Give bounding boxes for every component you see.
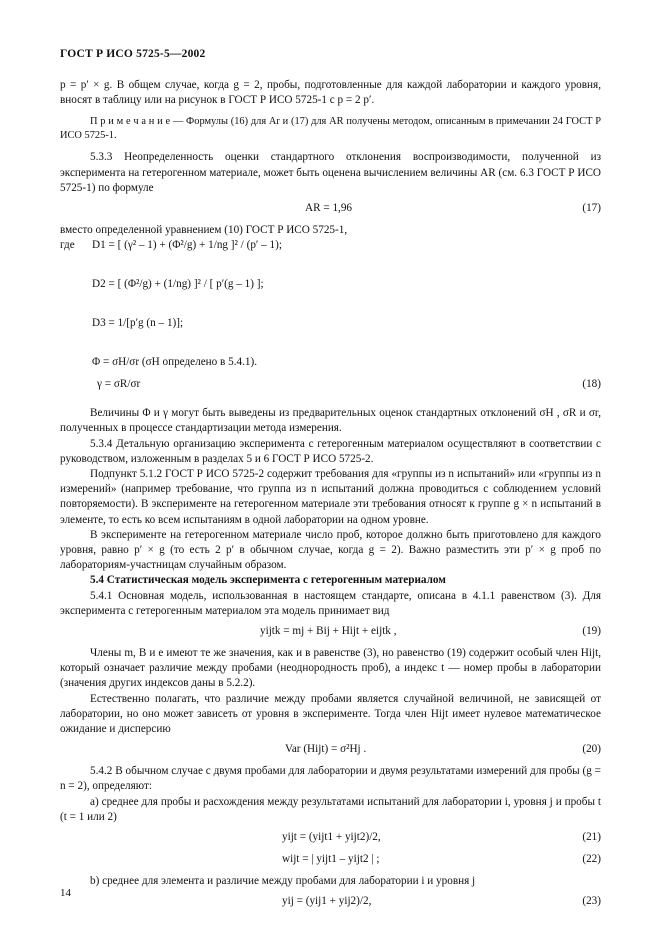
equation-number: (19): [582, 625, 601, 638]
equation-number: (17): [582, 202, 601, 215]
paragraph-5-3-4: 5.3.4 Детальную организацию эксперимента с гетерогенным материалом осуществляют в соответствии с руководством, изложенным в разделах 5 и 6 ГОСТ Р ИСО 5725-2.: [60, 437, 601, 465]
equation-17: [60, 201, 601, 218]
formula: Φ = σH/σr (σH определено в 5.4.1).: [92, 356, 258, 369]
formula: yij = (yij1 + yij2)/2,: [282, 895, 372, 908]
definition-d2: [60, 277, 601, 294]
paragraph: a) среднее для пробы и расхождения между результатами испытаний для лаборатории i, уровня j и пробы t (t = 1 или 2): [60, 795, 601, 823]
formula: yijtk = mj + Bij + Hijt + eijtk ,: [260, 625, 397, 638]
where-label: где: [60, 239, 75, 252]
equation-22: [60, 852, 601, 869]
paragraph: Подпункт 5.1.2 ГОСТ Р ИСО 5725-2 содержит требования для «группы из n испытаний» или «группы из n измерений» (например требование, что группа из n испытаний должна проводиться с соблюдением условий повторяемости). В эксперименте на гетерогенном материале эти требования относят к группе g × n испытаний в элементе, то есть ко всем испытаниям в одной лаборатории на одном уровне.: [60, 468, 601, 526]
paragraph: вместо определенной уравнением (10) ГОСТ Р ИСО 5725-1,: [60, 224, 348, 237]
equation-20: [60, 742, 601, 759]
formula: AR = 1,96: [305, 202, 353, 215]
paragraph-5-3-3: 5.3.3 Неопределенность оценки стандартного отклонения воспроизводимости, полученной из эксперимента на гетерогенном материале, может быть оценена вычислением величины AR (см. 6.3 ГОСТ Р ИСО 5725-1) по формуле: [60, 151, 601, 194]
formula: D1 = [ (γ² – 1) + (Φ²/g) + 1/ng ]² / (p′ – 1);: [92, 239, 282, 252]
paragraph: В эксперименте на гетерогенном материале число проб, которое должно быть приготовлено для каждого уровня, равно p′ × g (то есть 2 p′ в обычном случае, когда g = 2). Важно разместить эти p′ × g проб по лабораториям-участницам случайным образом.: [60, 528, 601, 572]
formula: yijt = (yijt1 + yijt2)/2,: [282, 831, 381, 844]
paragraph: Естественно полагать, что различие между пробами является случайной величиной, не зависящей от лаборатории, но оно может зависеть от уровня в эксперименте. Тогда член Hijt имеет нулевое математическое ожидание и дисперсию: [60, 692, 601, 736]
equation-number: (22): [582, 853, 601, 866]
formula: wijt = | yijt1 – yijt2 | ;: [282, 853, 380, 866]
paragraph-5-4-2: 5.4.2 В обычном случае с двумя пробами для лаборатории и двумя результатами измерений для пробы (g = n = 2), определяют:: [60, 765, 601, 793]
equation-number: (23): [582, 895, 601, 908]
paragraph: Величины Φ и γ могут быть выведены из предварительных оценок стандартных отклонений σH , σR и σr, полученных в процессе стандартизации метода измерения.: [60, 407, 601, 435]
formula: D3 = 1/[p′g (n – 1)];: [92, 317, 184, 330]
formula: Var (Hijt) = σ²Hj .: [285, 743, 367, 756]
page-body: [60, 78, 601, 916]
formula: D2 = [ (Φ²/g) + (1/ng) ]² / [ p′(g – 1) ];: [92, 278, 264, 291]
section-heading: 5.4 Статистическая модель эксперимента с гетерогенным материалом: [90, 574, 446, 587]
equation-18: [60, 377, 601, 394]
equation-number: (20): [582, 743, 601, 756]
equation-23: [60, 894, 601, 911]
running-header: ГОСТ Р ИСО 5725-5—2002: [60, 48, 206, 60]
paragraph-5-4-1: 5.4.1 Основная модель, использованная в настоящем стандарте, описана в 4.1.1 равенством (3). Для эксперимента с гетерогенным материалом эта модель принимает вид: [60, 589, 601, 617]
paragraph: p = p′ × g. В общем случае, когда g = 2, пробы, подготовленные для каждой лаборатории и каждого уровня, вносят в таблицу или на рисунок в ГОСТ Р ИСО 5725-1 с p = 2 p′.: [60, 79, 601, 107]
formula: γ = σR/σr: [97, 378, 141, 391]
paragraph: Члены m, B и e имеют те же значения, как и в равенстве (3), но равенство (19) содержит особый член Hijt, который означает различие между пробами (неоднородность проб), а индекс t — номер пробы в лаборатории (значения других индексов даны в 5.2.2).: [60, 647, 601, 690]
equation-21: [60, 830, 601, 847]
paragraph: b) среднее для элемента и различие между пробами для лаборатории i и уровня j: [90, 875, 476, 888]
definition-d3: [60, 316, 601, 333]
equation-number: (21): [582, 831, 601, 844]
definition-d1: [60, 238, 601, 255]
equation-19: [60, 624, 601, 641]
page-number: 14: [60, 887, 71, 899]
note: П р и м е ч а н и е — Формулы (16) для Ar и (17) для AR получены методом, описанным в примечании 24 ГОСТ Р ИСО 5725-1.: [60, 116, 601, 142]
definition-phi: [60, 355, 601, 372]
equation-number: (18): [582, 378, 601, 391]
